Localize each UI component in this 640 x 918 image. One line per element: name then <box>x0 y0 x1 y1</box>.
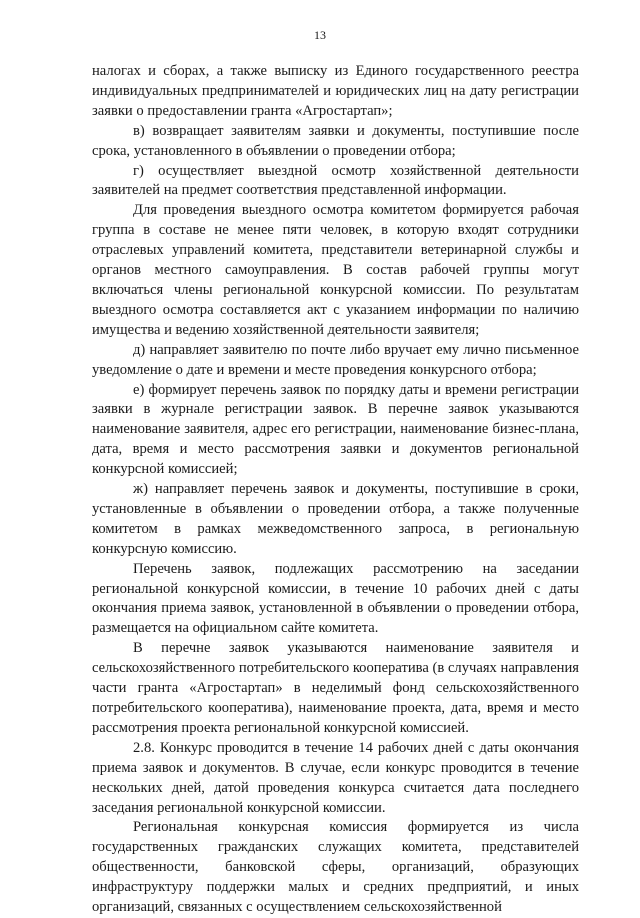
paragraph-item-g: г) осуществляет выездной осмотр хозяйственной деятельности заявителей на предмет соответствия представленной информации. <box>92 162 579 199</box>
paragraph-list-contents: В перечне заявок указываются наименование заявителя и сельскохозяйственного потребительского кооператива (в случаях направления части гранта «Агростартап» в неделимый фонд сельскохозяйственного потребительского кооператива), наименование проекта, дата, время и место рассмотрения проекта региональной конкурсной комиссией. <box>92 640 579 736</box>
paragraph-commission-composition: Региональная конкурсная комиссия формируется из числа государственных гражданских служащих комитета, представителей общественности, банковской сферы, организаций, образующих инфраструктуру поддержки малых и средних предприятий, и иных организаций, связанных с осуществлением сельскохозяйственной <box>92 819 579 916</box>
paragraph-item-d: д) направляет заявителю по почте либо вручает ему лично письменное уведомление о дате и времени и месте проведения конкурсного отбора; <box>92 341 579 378</box>
paragraph-list-publication: Перечень заявок, подлежащих рассмотрению на заседании региональной конкурсной комиссии, в течение 10 рабочих дней с даты окончания приема заявок, установленной в объявлении о проведении отбора, размещается на официальном сайте комитета. <box>92 560 579 637</box>
paragraph-tax-extract: налогах и сборах, а также выписку из Единого государственного реестра индивидуальных предпринимателей и юридических лиц на дату регистрации заявки о предоставлении гранта «Агростартап»; <box>92 63 579 119</box>
paragraph-item-zh: ж) направляет перечень заявок и документы, поступившие в сроки, установленные в объявлении о проведении отбора, а также полученные комитетом в рамках межведомственного запроса, в региональную конкурсную комиссию. <box>92 481 579 557</box>
page-number: 13 <box>314 28 326 42</box>
paragraph-section-2-8: 2.8. Конкурс проводится в течение 14 рабочих дней с даты окончания приема заявок и документов. В случае, если конкурс проводится в течение нескольких дней, датой проведения конкурса считается дата последнего заседания региональной конкурсной комиссии. <box>92 739 579 816</box>
paragraph-item-v: в) возвращает заявителям заявки и документы, поступившие после срока, установленного в объявлении о проведении отбора; <box>92 122 579 159</box>
paragraph-working-group: Для проведения выездного осмотра комитетом формируется рабочая группа в составе не менее пяти человек, в которую входят сотрудники отраслевых управлений комитета, представители ветеринарной службы и органов местного самоуправления. В состав рабочей группы могут включаться члены региональной конкурсной комиссии. По результатам выездного осмотра составляется акт с указанием информации по наличию имущества и ведению хозяйственной деятельности заявителя; <box>92 202 579 338</box>
document-body <box>92 62 579 918</box>
paragraph-item-e: е) формирует перечень заявок по порядку даты и времени регистрации заявки в журнале регистрации заявок. В перечне заявок указываются наименование заявителя, адрес его регистрации, наименование бизнес-плана, дата, время и место рассмотрения заявки и документов региональной конкурсной комиссией; <box>92 381 579 478</box>
